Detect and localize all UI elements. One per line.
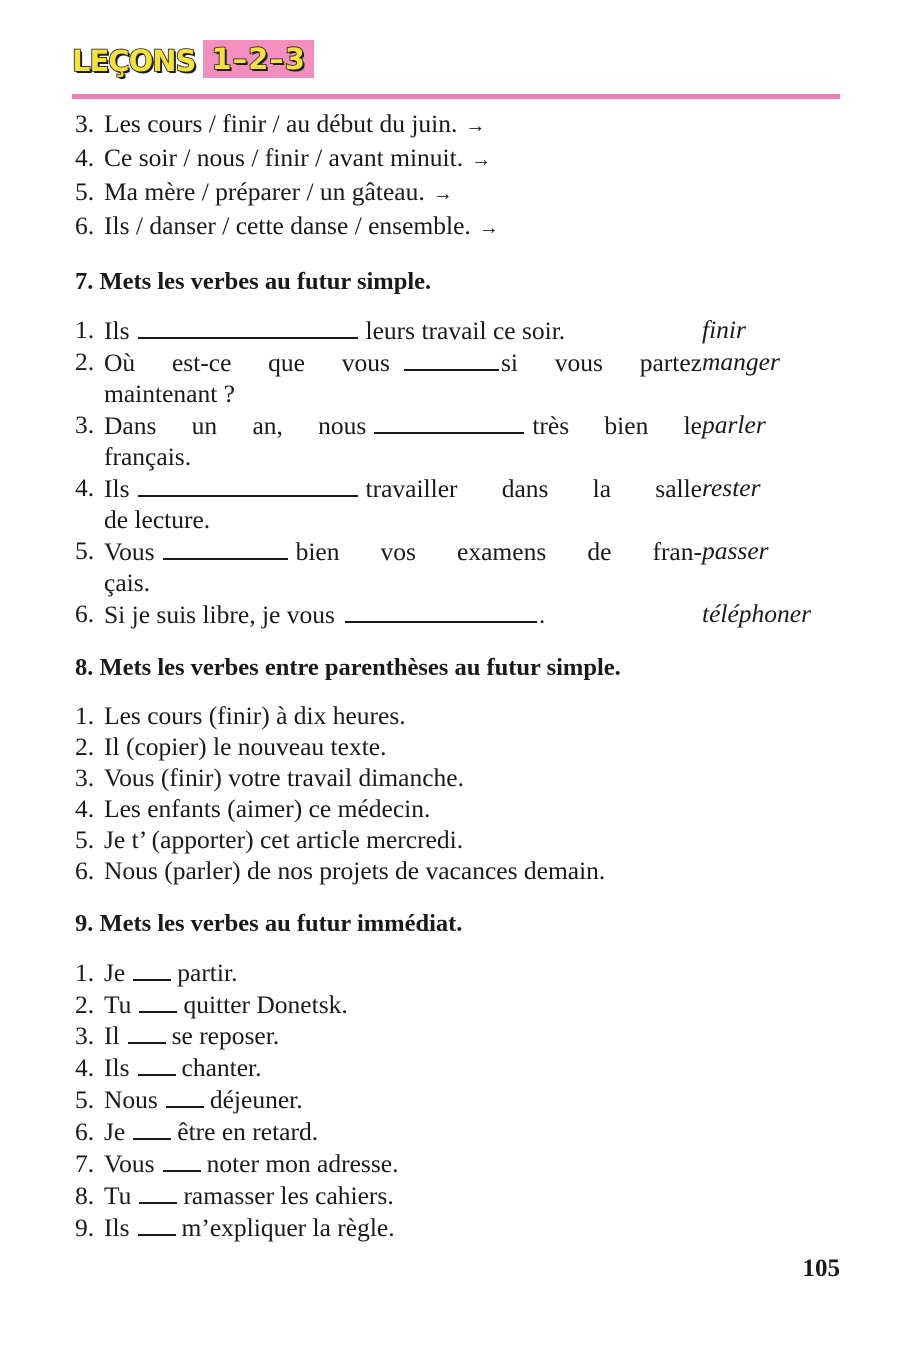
list-item: 3. Dans un an, nous très bien le parler (75, 409, 840, 441)
lesson-header (72, 40, 314, 78)
list-item: 4. Les enfants (aimer) ce médecin. (75, 793, 431, 823)
list-item: 5. Vous bien vos examens de fran- passer (75, 535, 840, 567)
answer-blank[interactable] (133, 956, 171, 981)
answer-blank[interactable] (163, 1147, 201, 1172)
verb-hint: rester (702, 472, 761, 502)
answer-blank[interactable] (128, 1020, 166, 1045)
exercise-9-title: 9. Mets les verbes au futur immédiat. (75, 909, 463, 937)
exercise-6-list (75, 108, 840, 244)
exercise-8-list (75, 700, 840, 886)
list-item: 2. Il (copier) le nouveau texte. (75, 731, 387, 761)
list-item: 3. Les cours / finir / au début du juin. → (75, 108, 840, 142)
arrow-right-icon: → (478, 217, 499, 239)
list-item: 7. Vous noter mon adresse. (75, 1149, 399, 1179)
verb-hint: passer (702, 535, 769, 565)
exercise-9-list (75, 956, 840, 1243)
lesson-title: LEÇONS (72, 44, 196, 78)
list-item: 1. Ils leurs travail ce soir. finir (75, 314, 840, 346)
answer-blank[interactable] (138, 472, 358, 497)
answer-blank[interactable] (138, 314, 358, 339)
list-item: 4. Ils travailler dans la salle rester (75, 472, 840, 504)
list-item: 3. Vous (finir) votre travail dimanche. (75, 762, 464, 792)
verb-hint: finir (702, 315, 746, 344)
answer-blank[interactable] (166, 1083, 204, 1108)
list-item: 8. Tu ramasser les cahiers. (75, 1181, 394, 1211)
arrow-right-icon: → (471, 149, 492, 171)
list-item: 5. Ma mère / préparer / un gâteau. → (75, 176, 840, 210)
verb-hint: parler (702, 409, 766, 439)
list-item: 4. Ils chanter. (75, 1053, 262, 1083)
answer-blank[interactable] (133, 1115, 171, 1140)
answer-blank[interactable] (139, 988, 177, 1013)
list-item: 4. Ce soir / nous / finir / avant minuit. → (75, 142, 840, 176)
answer-blank[interactable] (163, 535, 288, 560)
exercise-7-list: 1. Ils leurs travail ce soir. finir 2. Où est-ce que vous si vous partez manger maintenant ? 3. Dans un an, nous très bien le parler français. 4. Ils travailler dans la salle rester de lecture. 5. Vous bien vos examens de fran- passer çais. 6. Si je suis libre, je vous . téléphoner (75, 314, 840, 630)
list-item: 6. Ils / danser / cette danse / ensemble. → (75, 210, 840, 244)
answer-blank[interactable] (139, 1179, 177, 1204)
list-item: 5. Nous déjeuner. (75, 1085, 303, 1115)
verb-hint: téléphoner (702, 598, 812, 628)
list-item: 1. Je partir. (75, 957, 238, 987)
verb-hint: manger (702, 346, 780, 376)
exercise-7-title: 7. Mets les verbes au futur simple. (75, 268, 432, 295)
list-item: 3. Il se reposer. (75, 1021, 280, 1051)
list-item: 5. Je t’ (apporter) cet article mercredi. (75, 824, 464, 854)
arrow-right-icon: → (432, 183, 453, 205)
lesson-numbers: 1–2–3 (203, 40, 314, 78)
header-divider (72, 94, 840, 99)
page-content (75, 108, 840, 1243)
list-item: 9. Ils m’expliquer la règle. (75, 1213, 395, 1243)
answer-blank[interactable] (404, 346, 499, 371)
list-item: 6. Si je suis libre, je vous . téléphoner (75, 598, 840, 630)
list-item: 2. Où est-ce que vous si vous partez manger (75, 346, 840, 378)
list-item: 6. Je être en retard. (75, 1117, 319, 1147)
list-item: 2. Tu quitter Donetsk. (75, 989, 348, 1019)
answer-blank[interactable] (374, 409, 524, 434)
answer-blank[interactable] (138, 1211, 176, 1236)
answer-blank[interactable] (138, 1051, 176, 1076)
arrow-right-icon: → (465, 115, 486, 137)
list-item: 6. Nous (parler) de nos projets de vacances demain. (75, 855, 606, 885)
page-number: 105 (802, 1255, 840, 1282)
list-item: 1. Les cours (finir) à dix heures. (75, 700, 406, 730)
answer-blank[interactable] (345, 598, 537, 623)
exercise-8-title: 8. Mets les verbes entre parenthèses au futur simple. (75, 653, 621, 681)
